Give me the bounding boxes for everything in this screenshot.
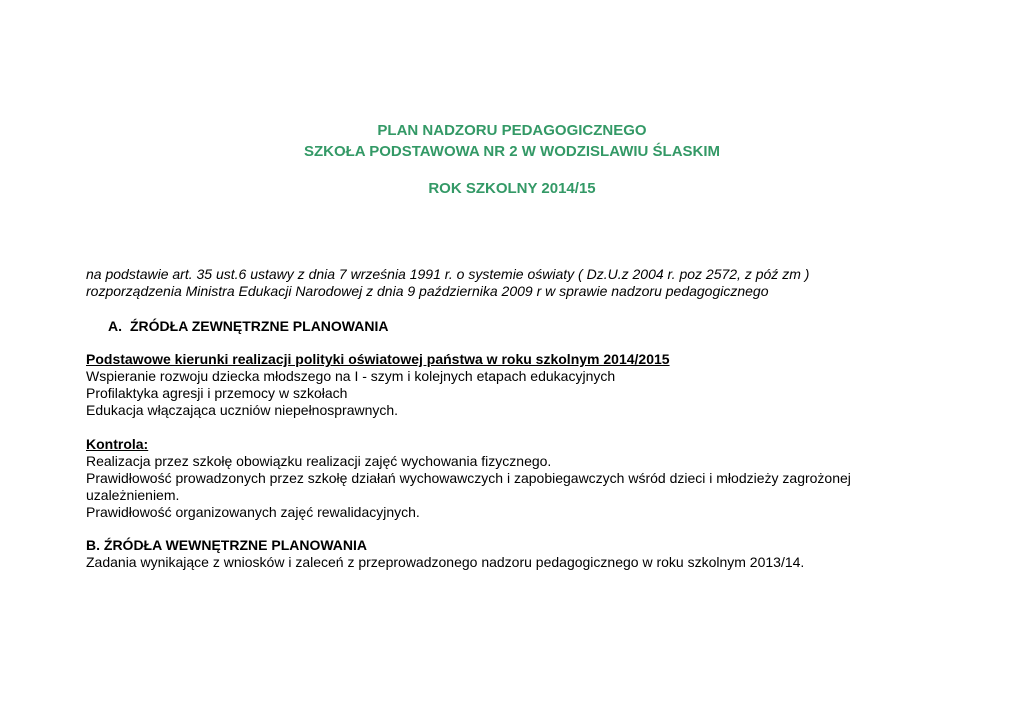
kontrola-heading: Kontrola: bbox=[86, 436, 149, 452]
section-b-text: Zadania wynikające z wniosków i zaleceń z przeprowadzonego nadzoru pedagogicznego w roku szkolnym 2013/14. bbox=[86, 554, 805, 570]
legal-basis-line2: rozporządzenia Ministra Edukacji Narodowej z dnia 9 października 2009 r w sprawie nadzoru pedagogicznego bbox=[86, 283, 769, 299]
legal-basis-line1: na podstawie art. 35 ust.6 ustawy z dnia 7 września 1991 r. o systemie oświaty ( Dz.U.z 2004 r. poz 2572, z póź zm ) bbox=[86, 266, 810, 282]
list-item: Wspieranie rozwoju dziecka młodszego na I - szym i kolejnych etapach edukacyjnych bbox=[86, 368, 616, 384]
kontrola-block bbox=[86, 436, 926, 521]
list-item: Edukacja włączająca uczniów niepełnosprawnych. bbox=[86, 402, 399, 418]
document-title-school-year: ROK SZKOLNY 2014/15 bbox=[428, 180, 596, 197]
list-item: Prawidłowość organizowanych zajęć rewalidacyjnych. bbox=[86, 504, 420, 520]
list-item: Prawidłowość prowadzonych przez szkołę działań wychowawczych i zapobiegawczych wśród dzieci i młodzieży zagrożonej uzależnieniem. bbox=[86, 470, 851, 503]
section-a-heading bbox=[108, 318, 948, 335]
section-a-letter: A. bbox=[108, 318, 122, 334]
document-title-line1: PLAN NADZORU PEDAGOGICZNEGO bbox=[377, 122, 647, 139]
section-b-block bbox=[86, 537, 926, 571]
legal-basis bbox=[86, 266, 926, 300]
podstawowe-kierunki-block bbox=[86, 351, 926, 419]
list-item: Realizacja przez szkołę obowiązku realizacji zajęć wychowania fizycznego. bbox=[86, 453, 552, 469]
section-a-title: ŹRÓDŁA ZEWNĘTRZNE PLANOWANIA bbox=[130, 318, 389, 334]
document-title-school: SZKOŁA PODSTAWOWA NR 2 W WODZISLAWIU ŚLASKIM bbox=[303, 143, 721, 160]
section-b-heading: B. ŹRÓDŁA WEWNĘTRZNE PLANOWANIA bbox=[86, 537, 368, 553]
list-item: Profilaktyka agresji i przemocy w szkołach bbox=[86, 385, 348, 401]
podstawowe-kierunki-heading: Podstawowe kierunki realizacji polityki oświatowej państwa w roku szkolnym 2014/2015 bbox=[86, 351, 670, 367]
